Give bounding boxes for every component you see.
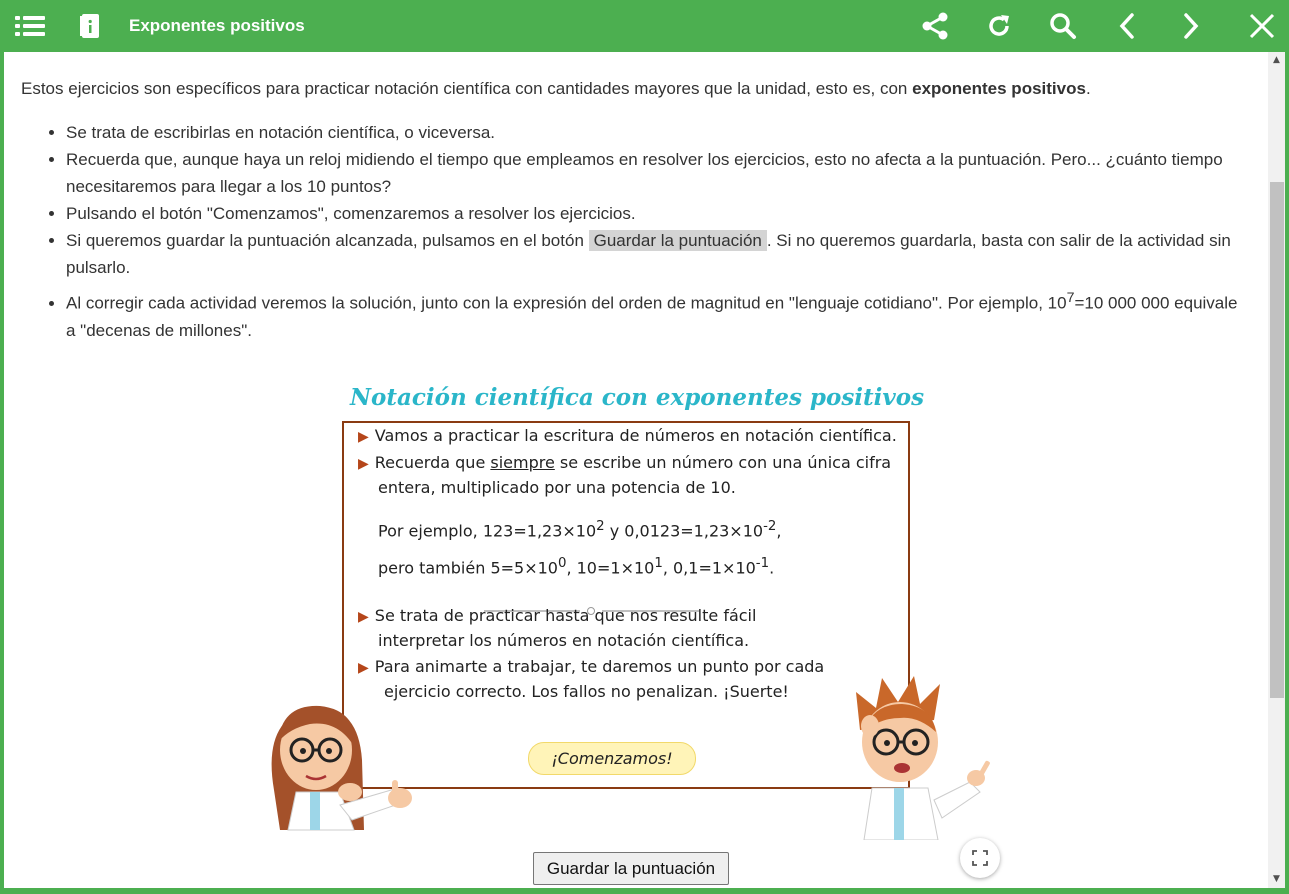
- intro-end: .: [1085, 79, 1091, 98]
- activity-line-text: Se trata de practicar hasta que nos resulte fácil: [374, 606, 757, 625]
- example-text: , 10=1×10: [566, 558, 655, 578]
- inline-save-label: Guardar la puntuación: [589, 230, 767, 251]
- activity-line-text: Para animarte a trabajar, te daremos un punto por cada: [374, 657, 825, 676]
- activity-line: [358, 423, 897, 450]
- reload-icon[interactable]: [981, 8, 1017, 44]
- example-text: y 0,0123=1,23×10: [604, 521, 764, 541]
- prev-icon[interactable]: [1109, 8, 1145, 44]
- example-line: [378, 514, 781, 543]
- list-item: [66, 227, 1246, 281]
- example-text: Por ejemplo, 123=1,23×10: [378, 521, 597, 541]
- activity-line: entera, multiplicado por una potencia de 10.: [378, 478, 736, 497]
- list-item: [66, 146, 1246, 200]
- activity-line: interpretar los números en notación científica.: [378, 631, 750, 650]
- scrollbar[interactable]: [1268, 52, 1285, 888]
- next-icon[interactable]: [1173, 8, 1209, 44]
- fullscreen-button[interactable]: [960, 838, 1000, 878]
- scroll-down-icon[interactable]: ▼: [1273, 874, 1280, 884]
- activity-line: [358, 450, 891, 477]
- intro-paragraph: [21, 75, 1261, 102]
- example-text: , 0,1=1×10: [662, 558, 756, 578]
- example-line: [378, 551, 774, 580]
- list-item-text: Al corregir cada actividad veremos la solución, junto con la expresión del orden de magnitud en "lenguaje cotidiano". Por ejemplo, 10: [66, 293, 1067, 313]
- exponent: 1: [654, 556, 663, 571]
- activity-line: ejercicio correcto. Los fallos no penalizan. ¡Suerte!: [384, 682, 789, 701]
- page-title: Exponentes positivos: [129, 16, 305, 35]
- list-item: [66, 285, 1246, 344]
- list-item-text: =10 000 000 equivale a "decenas de millones".: [66, 293, 1238, 340]
- activity-line-text: Vamos a practicar la escritura de números en notación científica.: [374, 426, 897, 445]
- example-text: ,: [776, 521, 782, 541]
- example-text: pero también 5=5×10: [378, 558, 558, 578]
- triangle-bullet-icon: ▶: [358, 609, 369, 625]
- triangle-bullet-icon: ▶: [358, 456, 369, 472]
- exponent: 7: [1066, 290, 1075, 306]
- list-item: [66, 119, 1246, 146]
- underlined-word: siempre: [490, 453, 555, 472]
- activity-line: [358, 654, 824, 681]
- triangle-bullet-icon: ▶: [358, 429, 369, 445]
- activity-title: Notación científica con exponentes positivos: [350, 384, 925, 411]
- list-item-text: Si queremos guardar la puntuación alcanzada, pulsamos en el botón: [66, 231, 589, 250]
- activity-line: [358, 603, 756, 630]
- menu-icon[interactable]: [13, 8, 49, 44]
- start-button[interactable]: ¡Comenzamos!: [528, 742, 696, 775]
- exponent: -1: [755, 556, 770, 571]
- triangle-bullet-icon: ▶: [358, 660, 369, 676]
- top-bar: [0, 0, 1289, 52]
- expand-icon: [972, 850, 988, 866]
- example-text: .: [769, 558, 775, 578]
- share-icon[interactable]: [917, 8, 953, 44]
- activity-panel: [252, 380, 1012, 840]
- content-frame: [4, 52, 1285, 888]
- scrollbar-thumb[interactable]: [1270, 182, 1284, 698]
- instructions-list: [66, 119, 1246, 344]
- exponent: 2: [596, 519, 605, 534]
- intro-bold: exponentes positivos: [912, 79, 1086, 98]
- book-icon[interactable]: [72, 8, 108, 44]
- scroll-up-icon[interactable]: ▲: [1273, 55, 1280, 65]
- list-item-text: . Si no queremos guardarla, basta con salir de la actividad sin pulsarlo.: [66, 231, 1231, 277]
- activity-instructions-box: [342, 421, 910, 789]
- exponent: -2: [763, 519, 777, 534]
- close-icon[interactable]: [1244, 8, 1280, 44]
- search-icon[interactable]: [1045, 8, 1081, 44]
- boy-character: [842, 670, 1002, 840]
- list-item: [66, 200, 1246, 227]
- exponent: 0: [557, 556, 567, 571]
- activity-line-text: Recuerda que: [374, 453, 491, 472]
- save-score-button[interactable]: Guardar la puntuación: [533, 852, 729, 885]
- list-item-text: Pulsando el botón "Comenzamos", comenzaremos a resolver los ejercicios.: [66, 204, 636, 223]
- intro-text: Estos ejercicios son específicos para practicar notación científica con cantidades mayores que la unidad, esto es, con: [21, 79, 913, 98]
- list-item-text: Se trata de escribirlas en notación científica, o viceversa.: [66, 123, 495, 142]
- activity-line-text: se escribe un número con una única cifra: [554, 453, 892, 472]
- content: [4, 52, 1268, 888]
- list-item-text: Recuerda que, aunque haya un reloj midiendo el tiempo que empleamos en resolver los ejercicios, esto no afecta a la puntuación. Pero... ¿cuánto tiempo necesitaremos para llegar a los 10 puntos?: [66, 150, 1223, 196]
- girl-character: [260, 680, 420, 840]
